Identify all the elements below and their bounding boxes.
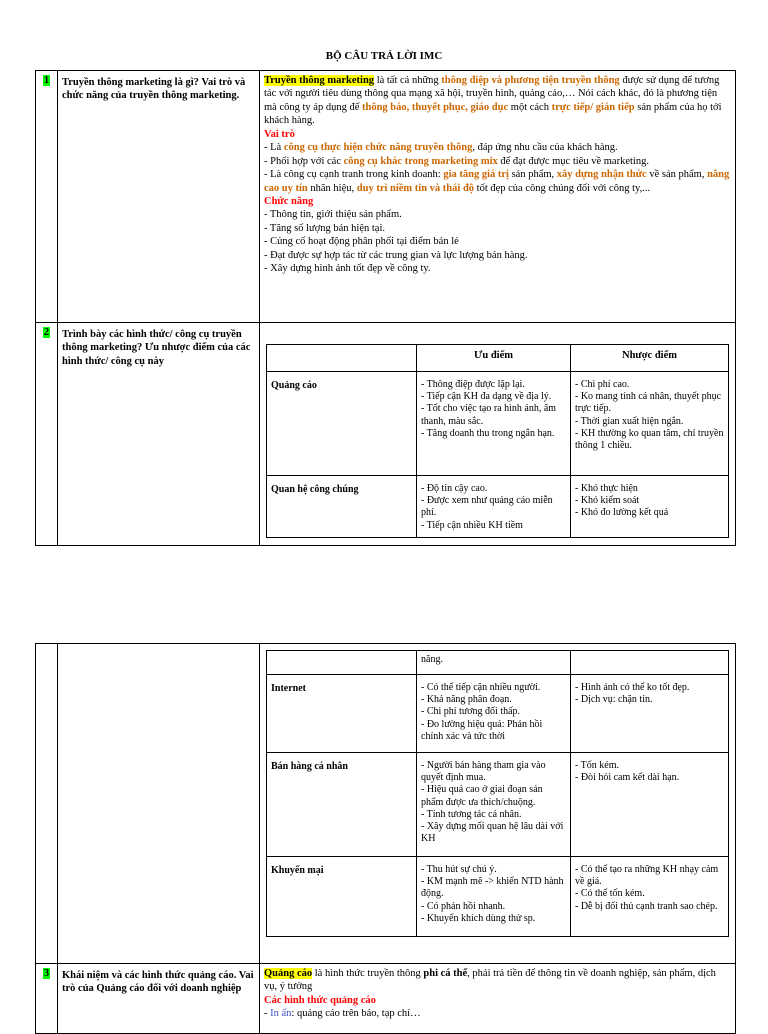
function-item: - Thông tin, giới thiệu sản phẩm. (264, 209, 402, 221)
disadvantages-cell: - Hình ảnh có thể ko tốt đẹp. - Dịch vụ: chặn tin. (571, 675, 729, 753)
question-number-3: 3 (36, 964, 58, 1034)
term-highlight: Truyền thông marketing (264, 75, 375, 86)
question-number-blank (36, 644, 58, 964)
definition-paragraph: Quảng cáo là hình thức truyền thông phi cá thể, phải trả tiền để thông tin về doanh nghiệp, sản phẩm, dịch vụ, ý tưởng (264, 968, 716, 993)
advantages-cell: - Người bán hàng tham gia vào quyết định mua. - Hiệu quả cao ở giai đoạn sản phẩm được ưa thích/chuộng. - Tính tương tác cá nhân. - Xây dựng mối quan hệ lâu dài với KH (417, 753, 571, 857)
tool-label: Bán hàng cá nhân (267, 753, 417, 857)
advantages-cell: - Có thể tiếp cận nhiều người. - Khả năng phân đoạn. - Chi phí tương đối thấp. - Đo lường hiệu quả: Phản hồi chính xác và tức thời (417, 675, 571, 753)
advantages-cell: - Thu hút sự chú ý. - KM mạnh mẽ -> khiến NTD hành động. - Có phản hồi nhanh. - Khuyến khích dùng thử sp. (417, 857, 571, 937)
advantages-cell: - Độ tin cậy cao. - Được xem như quảng cáo miễn phí. - Tiếp cận nhiều KH tiềm (417, 476, 571, 538)
question-text-1: Truyền thông marketing là gì? Vai trò và chức năng của truyền thông marketing. (58, 71, 260, 323)
term-highlight: Quảng cáo (264, 968, 313, 979)
disadvantages-cell (571, 651, 729, 675)
question-number-2: 2 (36, 323, 58, 546)
answer-cell-2 (260, 323, 736, 546)
role-item: - Là công cụ cạnh tranh trong kinh doanh: gia tăng giá trị sản phẩm, xây dựng nhận thức về sản phẩm, nâng cao uy tín nhãn hiệu, duy trì niềm tin và thái độ tốt đẹp của công chúng đối với công ty,... (264, 169, 730, 194)
question-row-1 (36, 71, 736, 323)
disadvantages-cell: - Khó thực hiện - Khó kiểm soát - Khó đo lường kết quả (571, 476, 729, 538)
header-blank (267, 345, 417, 372)
role-item: - Là công cụ thực hiện chức năng truyền thông, đáp ứng nhu cầu của khách hàng. (264, 142, 618, 154)
tool-label: Khuyến mại (267, 857, 417, 937)
disadvantages-cell: - Có thể tạo ra những KH nhạy cảm về giá. - Có thể tốn kém. - Dễ bị đối thủ cạnh tranh sao chép. (571, 857, 729, 937)
function-item: - Củng cố hoạt động phân phối tại điểm bán lẻ (264, 236, 459, 248)
question-row-2-continued (36, 644, 736, 964)
document-title: BỘ CÂU TRẢ LỜI IMC (325, 50, 443, 62)
functions-heading: Chức năng (264, 195, 314, 207)
function-item: - Đạt được sự hợp tác từ các trung gian và lực lượng bán hàng. (264, 249, 528, 261)
roles-heading: Vai trò (264, 128, 295, 140)
tools-comparison-table-continued (266, 650, 729, 937)
disadvantages-cell: - Tốn kém. - Đòi hỏi cam kết dài hạn. (571, 753, 729, 857)
answer-table-page1 (35, 70, 736, 546)
question-text-2: Trình bày các hình thức/ công cụ truyền thông marketing? Ưu nhược điểm của các hình thức/ công cụ này (58, 323, 260, 546)
question-text-blank (58, 644, 260, 964)
advantages-cell: năng. (417, 651, 571, 675)
tool-label: Internet (267, 675, 417, 753)
tools-comparison-table (266, 344, 729, 538)
question-row-2 (36, 323, 736, 546)
answer-cell-2-continued (260, 644, 736, 964)
tool-row-pr (267, 476, 729, 538)
question-number-1: 1 (36, 71, 58, 323)
advantages-cell: - Thông điệp được lặp lại. - Tiếp cận KH đa dạng về địa lý. - Tốt cho việc tạo ra hình ảnh, âm thanh, màu sắc. - Tăng doanh thu trong ngắn hạn. (417, 372, 571, 476)
function-item: - Xây dựng hình ảnh tốt đẹp về công ty. (264, 263, 431, 275)
forms-heading: Các hình thức quảng cáo (264, 994, 376, 1006)
form-item: - In ấn: quảng cáo trên báo, tạp chí… (264, 1008, 421, 1020)
question-row-3 (36, 964, 736, 1034)
tool-row-promotion (267, 857, 729, 937)
role-item: - Phối hợp với các công cụ khác trong marketing mix để đạt được mục tiêu về marketing. (264, 155, 649, 167)
tool-row-advertising (267, 372, 729, 476)
tool-row-internet (267, 675, 729, 753)
tool-row-pr-continued (267, 651, 729, 675)
tool-label: Quảng cáo (267, 372, 417, 476)
answer-cell-1 (260, 71, 736, 323)
answer-table-page2 (35, 643, 736, 1034)
header-disadvantages: Nhược điểm (571, 345, 729, 372)
definition-paragraph: Truyền thông marketing là tất cả những thông điệp và phương tiện truyền thông được sử dụng để tương tác với người tiêu dùng thông qua mạng xã hội, truyền hình, quảng cáo,… Nói cách khác, đó là phương tiện mà công ty áp dụng để thông báo, thuyết phục, giáo dục một cách trực tiếp/ gián tiếp sản phẩm của họ tới khách hàng. (264, 75, 722, 127)
tool-label: Quan hệ công chúng (267, 476, 417, 538)
question-text-3: Khái niệm và các hình thức quảng cáo. Vai trò của Quảng cáo đối với doanh nghiệp (58, 964, 260, 1034)
disadvantages-cell: - Chi phí cao. - Ko mang tính cá nhân, thuyết phục trực tiếp. - Thời gian xuất hiện ngắn. - KH thường ko quan tâm, chỉ truyền thông 1 chiều. (571, 372, 729, 476)
comparison-header-row (267, 345, 729, 372)
tool-label-blank (267, 651, 417, 675)
tool-row-personal-selling (267, 753, 729, 857)
function-item: - Tăng số lượng bán hiện tại. (264, 222, 385, 234)
header-advantages: Ưu điểm (417, 345, 571, 372)
answer-cell-3 (260, 964, 736, 1034)
